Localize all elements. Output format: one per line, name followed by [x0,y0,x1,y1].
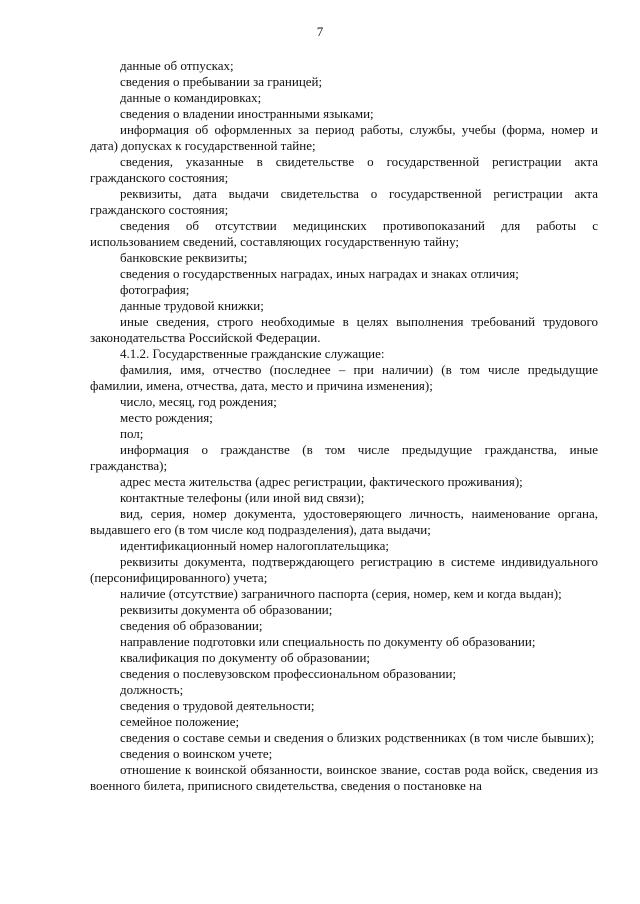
paragraph: фамилия, имя, отчество (последнее – при наличии) (в том числе предыдущие фамилии, имена, отчества, дата, место и причина изменения); [90,362,598,393]
document-body [90,58,598,794]
paragraph: пол; [120,426,144,441]
paragraph: данные о командировках; [120,90,262,105]
paragraph: сведения о воинском учете; [120,746,273,761]
paragraph: должность; [120,682,184,697]
paragraph: направление подготовки или специальность по документу об образовании; [120,634,536,649]
paragraph: наличие (отсутствие) заграничного паспорта (серия, номер, кем и когда выдан); [120,586,562,601]
paragraph: сведения о пребывании за границей; [120,74,323,89]
paragraph: реквизиты документа, подтверждающего регистрацию в системе индивидуального (персонифицированного) учета; [90,554,598,585]
paragraph: сведения об отсутствии медицинских противопоказаний для работы с использованием сведений, составляющих государственную тайну; [90,218,598,249]
paragraph: адрес места жительства (адрес регистрации, фактического проживания); [120,474,523,489]
page-number: 7 [316,24,324,39]
paragraph: иные сведения, строго необходимые в целях выполнения требований трудового законодательства Российской Федерации. [90,314,598,345]
paragraph: вид, серия, номер документа, удостоверяющего личность, наименование органа, выдавшего его (в том числе код подразделения), дата выдачи; [90,506,598,537]
paragraph: сведения о составе семьи и сведения о близких родственниках (в том числе бывших); [120,730,595,745]
paragraph: фотография; [120,282,190,297]
paragraph: семейное положение; [120,714,240,729]
paragraph: данные трудовой книжки; [120,298,264,313]
paragraph: сведения о владении иностранными языками; [120,106,374,121]
paragraph: банковские реквизиты; [120,250,248,265]
paragraph: сведения о послевузовском профессиональном образовании; [120,666,457,681]
paragraph: информация об оформленных за период работы, службы, учебы (форма, номер и дата) допусках к государственной тайне; [90,122,598,153]
paragraph: место рождения; [120,410,213,425]
paragraph: отношение к воинской обязанности, воинское звание, состав рода войск, сведения из военного билета, приписного свидетельства, сведения о постановке на [90,762,598,793]
paragraph: число, месяц, год рождения; [120,394,277,409]
paragraph: реквизиты, дата выдачи свидетельства о государственной регистрации акта гражданского состояния; [90,186,598,217]
paragraph: квалификация по документу об образовании; [120,650,371,665]
paragraph: идентификационный номер налогоплательщика; [120,538,389,553]
paragraph: реквизиты документа об образовании; [120,602,333,617]
paragraph: сведения о государственных наградах, иных наградах и знаках отличия; [120,266,519,281]
paragraph: 4.1.2. Государственные гражданские служащие: [120,346,385,361]
paragraph: информация о гражданстве (в том числе предыдущие гражданства, иные гражданства); [90,442,598,473]
paragraph: контактные телефоны (или иной вид связи); [120,490,365,505]
paragraph: данные об отпусках; [120,58,234,73]
paragraph: сведения, указанные в свидетельстве о государственной регистрации акта гражданского состояния; [90,154,598,185]
paragraph: сведения об образовании; [120,618,263,633]
paragraph: сведения о трудовой деятельности; [120,698,315,713]
